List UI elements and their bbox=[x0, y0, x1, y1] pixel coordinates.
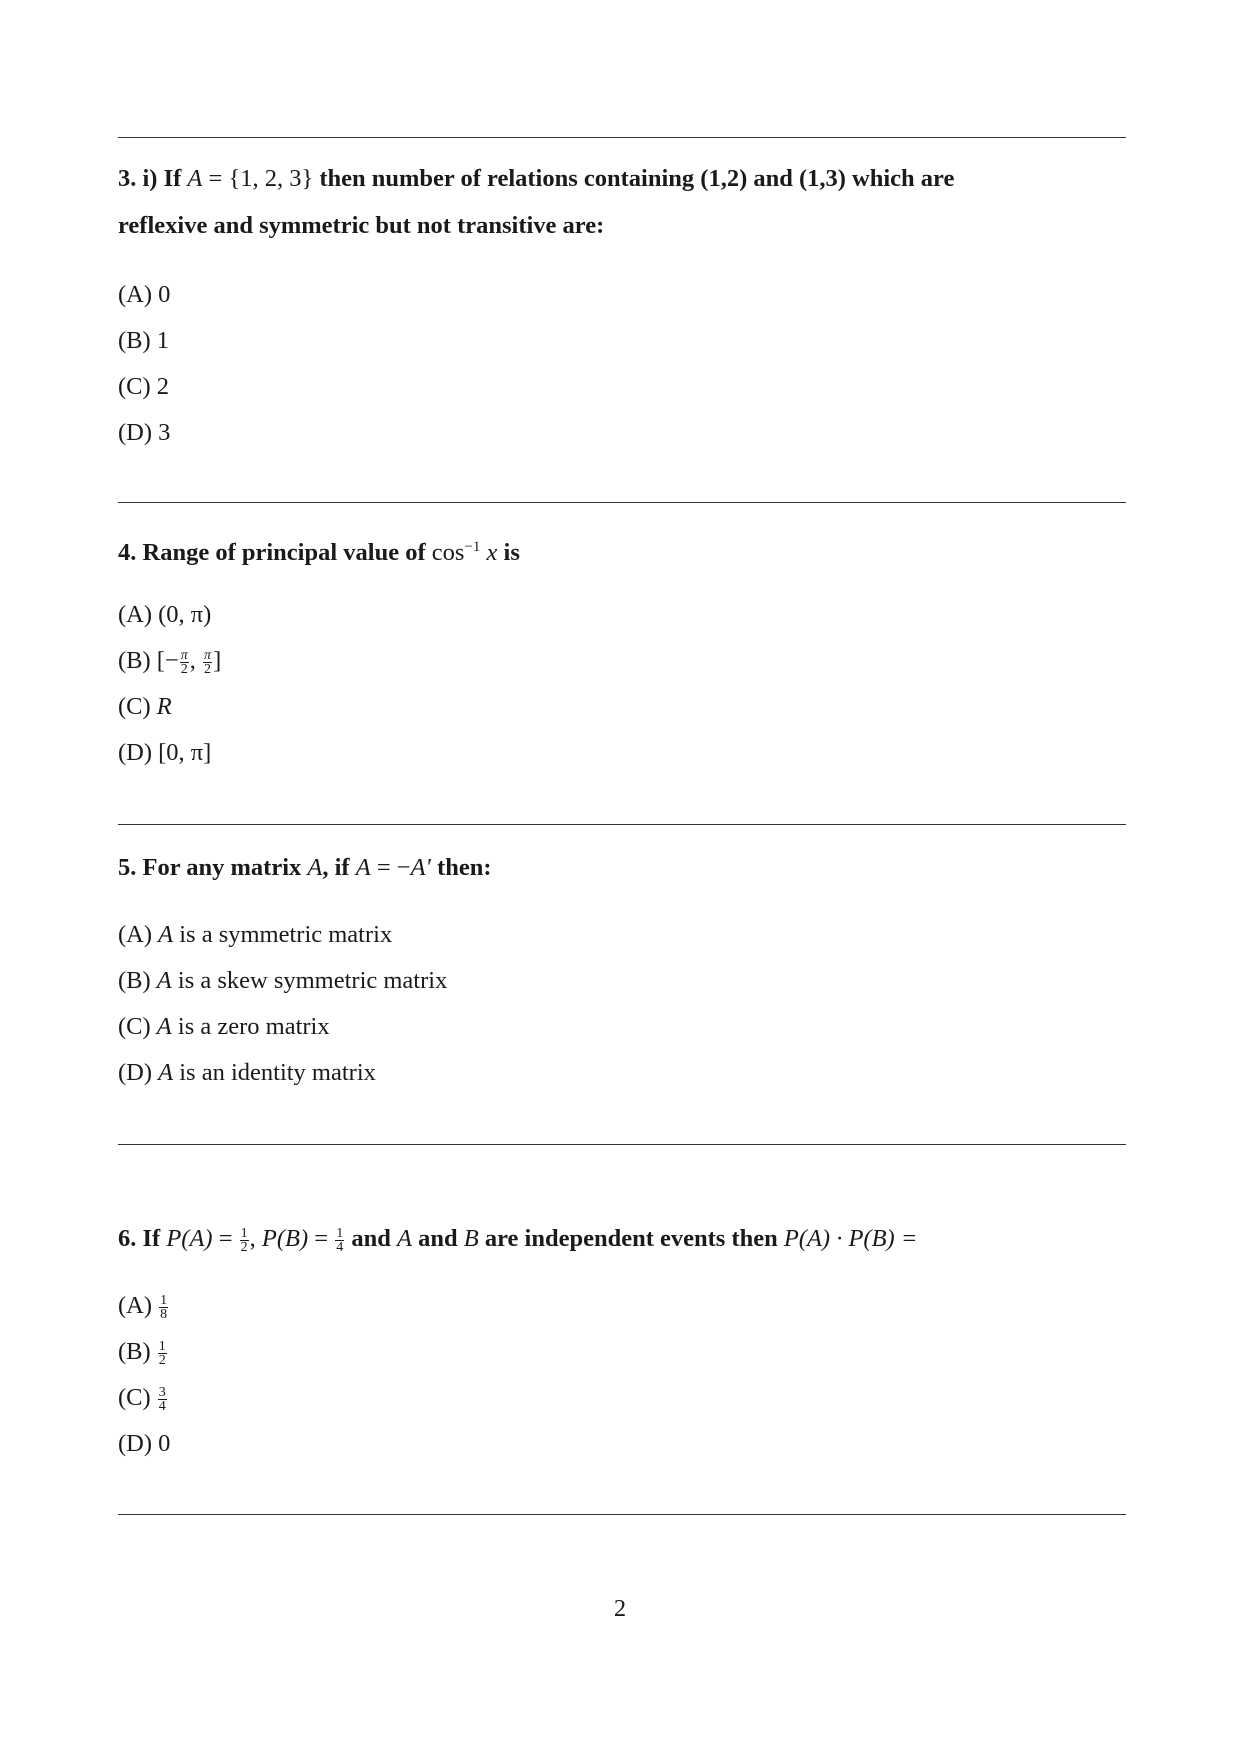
question-6: 6. If P(A) = $\frac{1}{2}$ , P(B) = $\frac{1}{4}$ and A and B are independent events then P(A) · P(B) = bbox=[118, 1225, 918, 1255]
fraction: $\frac{\pi}{2}$ bbox=[204, 647, 212, 677]
q4-func: cos bbox=[431, 539, 465, 567]
q4-exponent: −1 bbox=[464, 539, 481, 555]
q6-option-d: (D) 0 bbox=[118, 1430, 171, 1457]
q5-option-c: (C) A is a zero matrix bbox=[118, 1013, 330, 1040]
q3-set-eq: = {1, 2, 3} bbox=[202, 165, 314, 192]
q3-option-b: (B) 1 bbox=[118, 327, 170, 354]
divider-after-q4 bbox=[118, 824, 1126, 825]
q6-option-a: (A) $\frac{1}{8}$ bbox=[118, 1292, 168, 1322]
fraction: $\frac{1}{2}$ bbox=[240, 1225, 248, 1255]
q4-option-a: (A) (0, π) bbox=[118, 601, 212, 628]
divider-after-q3 bbox=[118, 502, 1126, 503]
divider-top bbox=[118, 137, 1126, 138]
question-4 bbox=[118, 524, 1128, 576]
q5-rhs: A′ bbox=[410, 854, 431, 881]
divider-after-q5 bbox=[118, 1144, 1126, 1145]
q5-mid: , if bbox=[322, 854, 356, 881]
q3-text-b: reflexive and symmetric but not transitive are: bbox=[118, 212, 605, 239]
q6-product: P(A) · P(B) = bbox=[783, 1225, 918, 1252]
fraction: $\frac{1}{4}$ bbox=[336, 1225, 344, 1255]
q3-option-d: (D) 3 bbox=[118, 419, 171, 446]
q4-option-c: (C) R bbox=[118, 693, 172, 720]
question-5 bbox=[118, 844, 1128, 891]
page-number: 2 bbox=[613, 1595, 627, 1622]
q6-pb: P(B) bbox=[261, 1225, 309, 1252]
q4-option-d: (D) [0, π] bbox=[118, 739, 212, 766]
q6-prefix: 6. If bbox=[118, 1225, 167, 1252]
q4-prefix: 4. Range of principal value of bbox=[118, 539, 432, 567]
q5-option-d: (D) A is an identity matrix bbox=[118, 1059, 376, 1086]
divider-after-q6 bbox=[118, 1514, 1126, 1515]
q3-set-var: A bbox=[187, 165, 203, 192]
q5-var: A bbox=[307, 854, 323, 881]
q3-option-a: (A) 0 bbox=[118, 281, 171, 308]
q5-suffix: then: bbox=[430, 854, 492, 881]
q6-option-c: (C) $\frac{3}{4}$ bbox=[118, 1384, 166, 1414]
q5-eq: = − bbox=[370, 854, 411, 881]
q5-option-a: (A) A is a symmetric matrix bbox=[118, 921, 393, 948]
q6-option-b: (B) $\frac{1}{2}$ bbox=[118, 1338, 166, 1368]
q5-prefix: 5. For any matrix bbox=[118, 854, 308, 881]
q4-suffix: is bbox=[497, 539, 520, 567]
fraction: $\frac{\pi}{2}$ bbox=[180, 647, 188, 677]
q3-prefix: 3. i) If bbox=[118, 165, 188, 192]
fraction: $\frac{3}{4}$ bbox=[158, 1384, 166, 1414]
q4-var: x bbox=[480, 539, 498, 567]
q3-option-c: (C) 2 bbox=[118, 373, 170, 400]
fraction: $\frac{1}{2}$ bbox=[158, 1338, 166, 1368]
q3-text-a: then number of relations containing (1,2) and (1,3) which are bbox=[313, 165, 955, 192]
q5-lhs: A bbox=[355, 854, 371, 881]
fraction: $\frac{1}{8}$ bbox=[160, 1292, 168, 1322]
q4-option-b: (B) [− $\frac{\pi}{2}$ , $\frac{\pi}{2}$ ] bbox=[118, 647, 222, 677]
q5-option-b: (B) A is a skew symmetric matrix bbox=[118, 967, 448, 994]
q6-pa: P(A) bbox=[166, 1225, 213, 1252]
question-3 bbox=[118, 155, 1128, 249]
